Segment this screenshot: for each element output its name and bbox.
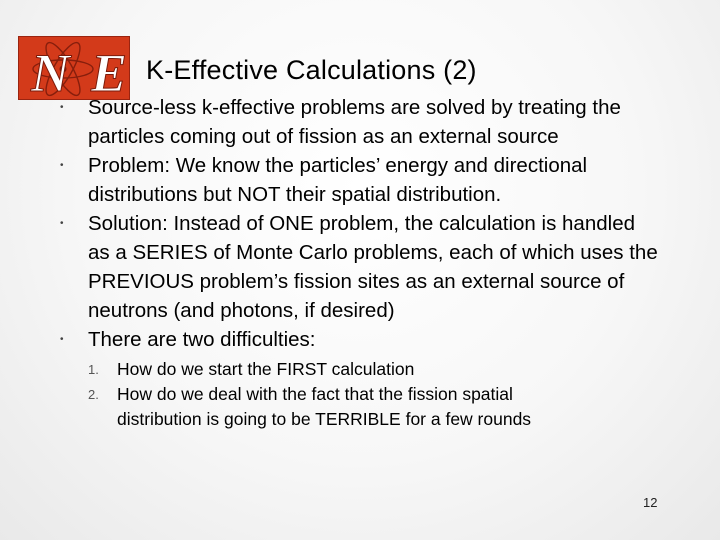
bullet-dot: • [60,102,64,113]
bullet-list [60,93,660,432]
bullet-item [60,325,660,432]
bullet-dot: • [60,334,64,345]
difficulty-text: How do we start the FIRST calculation [117,359,415,379]
bullet-item [60,209,660,325]
logo-letters: NE [31,43,127,101]
difficulty-text: How do we deal with the fact that the fission spatial distribution is going to be TERRIBLE for a few rounds [117,384,532,429]
difficulty-item [88,357,568,382]
bullet-item [60,151,660,209]
difficulty-number: 2. [88,387,99,402]
slide-title: K-Effective Calculations (2) [146,55,477,85]
bullet-text: Solution: Instead of ONE problem, the calculation is handled as a SERIES of Monte Carlo problems, each of which uses the PREVIOUS problem’s fission sites as an external source of neutrons (and photons, if desired) [88,212,658,322]
atom-logo-icon [19,37,131,101]
difficulty-item [88,382,568,432]
difficulty-number: 1. [88,362,99,377]
bullet-text: Source-less k-effective problems are solved by treating the particles coming out of fission as an external source [88,96,621,148]
bullet-text: Problem: We know the particles’ energy and directional distributions but NOT their spatial distribution. [88,154,588,206]
difficulty-list [88,357,568,432]
ne-logo [18,36,130,100]
bullet-item [60,93,660,151]
bullet-dot: • [60,160,64,171]
bullet-dot: • [60,218,64,229]
slide-number: 12 [643,495,658,510]
bullet-text: There are two difficulties: [88,328,316,351]
